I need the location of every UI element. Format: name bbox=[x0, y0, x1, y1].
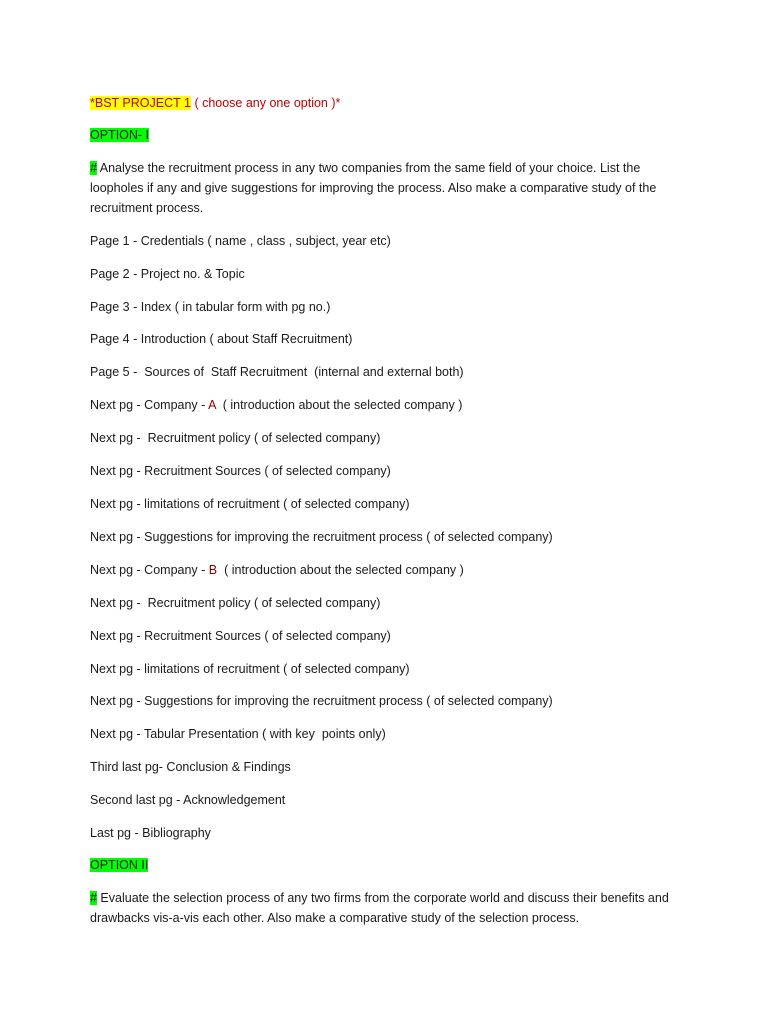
second-last-page-item: Second last pg - Acknowledgement bbox=[90, 793, 286, 807]
tabular-presentation-item: Next pg - Tabular Presentation ( with key points only) bbox=[90, 727, 386, 741]
project-title-highlight: *BST PROJECT 1 bbox=[90, 96, 191, 110]
option-1-label: OPTION- I bbox=[90, 128, 150, 142]
company-b-sources-item: Next pg - Recruitment Sources ( of selected company) bbox=[90, 629, 391, 643]
page-2-item: Page 2 - Project no. & Topic bbox=[90, 267, 245, 281]
page-3-item: Page 3 - Index ( in tabular form with pg no.) bbox=[90, 300, 331, 314]
company-a-suggestions-item: Next pg - Suggestions for improving the recruitment process ( of selected company) bbox=[90, 530, 553, 544]
company-b-letter: B bbox=[208, 563, 218, 577]
company-a-intro-item bbox=[90, 397, 462, 413]
company-b-suggestions-item: Next pg - Suggestions for improving the recruitment process ( of selected company) bbox=[90, 694, 553, 708]
page-5-item: Page 5 - Sources of Staff Recruitment (internal and external both) bbox=[90, 365, 464, 379]
project-title-note: ( choose any one option )* bbox=[190, 96, 341, 110]
option-2-description bbox=[90, 888, 680, 928]
option-2-label: OPTION II bbox=[90, 858, 149, 872]
company-a-sources-item: Next pg - Recruitment Sources ( of selected company) bbox=[90, 464, 391, 478]
option-1-heading bbox=[90, 127, 149, 143]
company-b-prefix: Next pg - Company - bbox=[90, 563, 209, 577]
company-a-prefix: Next pg - Company - bbox=[90, 398, 209, 412]
company-b-suffix: ( introduction about the selected company ) bbox=[217, 563, 464, 577]
hash-marker: # bbox=[90, 891, 97, 905]
company-a-limitations-item: Next pg - limitations of recruitment ( of selected company) bbox=[90, 497, 410, 511]
company-a-suffix: ( introduction about the selected company ) bbox=[215, 398, 463, 412]
last-page-item: Last pg - Bibliography bbox=[90, 826, 211, 840]
page-4-item: Page 4 - Introduction ( about Staff Recruitment) bbox=[90, 332, 353, 346]
company-b-policy-item: Next pg - Recruitment policy ( of selected company) bbox=[90, 596, 381, 610]
option-1-description bbox=[90, 158, 680, 218]
company-a-policy-item: Next pg - Recruitment policy ( of selected company) bbox=[90, 431, 381, 445]
third-last-page-item: Third last pg- Conclusion & Findings bbox=[90, 760, 291, 774]
option-2-description-text: Evaluate the selection process of any two firms from the corporate world and discuss their benefits and drawbacks vis-a-vis each other. Also make a comparative study of the selection process. bbox=[90, 891, 669, 925]
company-b-intro-item bbox=[90, 562, 464, 578]
company-a-letter: A bbox=[208, 398, 216, 412]
hash-marker: # bbox=[90, 161, 97, 175]
option-2-heading bbox=[90, 857, 148, 873]
company-b-limitations-item: Next pg - limitations of recruitment ( of selected company) bbox=[90, 662, 410, 676]
option-1-description-text: Analyse the recruitment process in any two companies from the same field of your choice. List the loopholes if any and give suggestions for improving the process. Also make a comparative study of the recruitment process. bbox=[90, 161, 657, 215]
page-1-item: Page 1 - Credentials ( name , class , subject, year etc) bbox=[90, 234, 391, 248]
project-title bbox=[90, 95, 340, 111]
